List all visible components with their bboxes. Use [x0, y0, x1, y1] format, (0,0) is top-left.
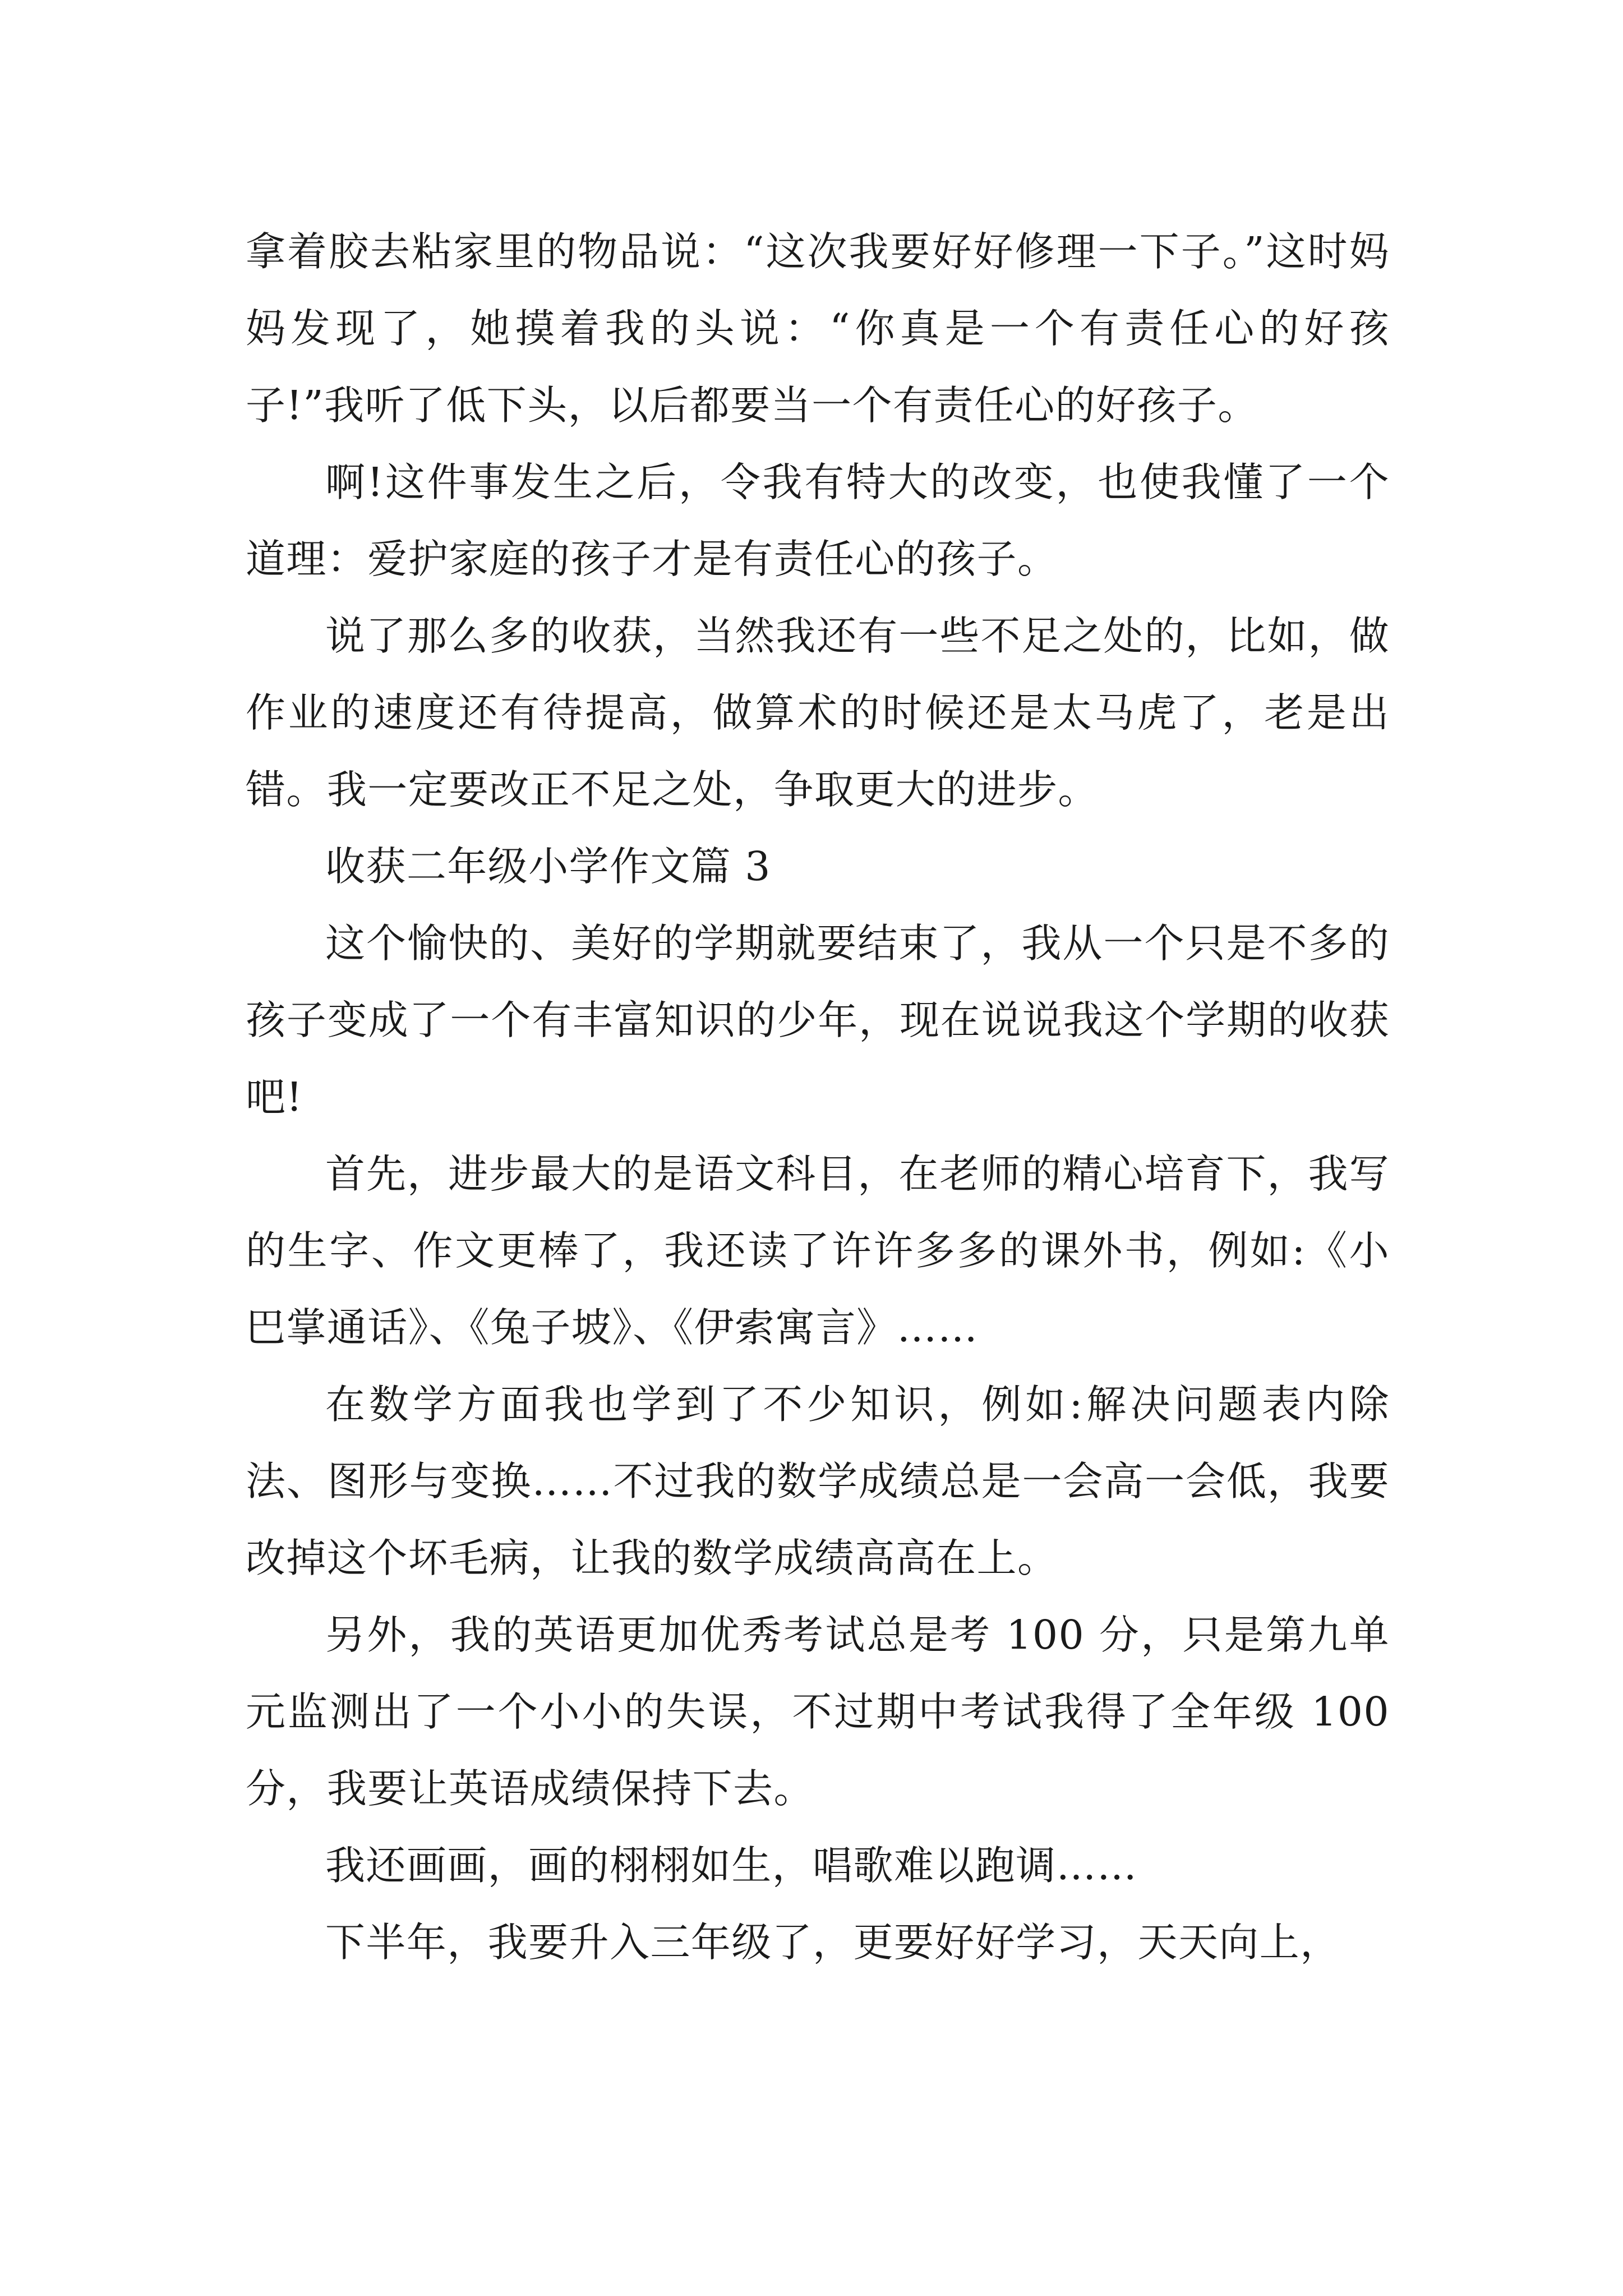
paragraph-art: 我还画画，画的栩栩如生，唱歌难以跑调…… — [325, 1842, 1138, 1889]
paragraph-intro: 这个愉快的、美好的学期就要结束了，我从一个只是不多的孩子变成了一个有丰富知识的少年，现在说说我这个学期的收获吧! — [246, 920, 1390, 1120]
paragraph-realization: 啊!这件事发生之后，令我有特大的改变，也使我懂了一个道理：爱护家庭的孩子才是有责任心的孩子。 — [246, 459, 1390, 582]
paragraph-english: 另外，我的英语更加优秀考试总是考 100 分，只是第九单元监测出了一个小小的失误，不过期中考试我得了全年级 100 分，我要让英语成绩保持下去。 — [246, 1612, 1390, 1812]
paragraph-math: 在数学方面我也学到了不少知识，例如:解决问题表内除法、图形与变换……不过我的数学成绩总是一会高一会低，我要改掉这个坏毛病，让我的数学成绩高高在上。 — [246, 1381, 1390, 1581]
document-body — [246, 213, 1390, 1981]
paragraph-continuation: 拿着胶去粘家里的物品说：“这次我要好好修理一下子。”这时妈妈发现了，她摸着我的头说：“你真是一个有责任心的好孩子!”我听了低下头，以后都要当一个有责任心的好孩子。 — [246, 228, 1390, 429]
paragraph-future: 下半年，我要升入三年级了，更要好好学习，天天向上， — [325, 1919, 1341, 1966]
paragraph-chinese: 首先，进步最大的是语文科目，在老师的精心培育下，我写的生字、作文更棒了，我还读了许许多多的课外书，例如:《小巴掌通话》、《兔子坡》、《伊索寓言》…… — [246, 1151, 1390, 1351]
section-heading: 收获二年级小学作文篇 3 — [325, 843, 771, 890]
paragraph-shortcomings: 说了那么多的收获，当然我还有一些不足之处的，比如，做作业的速度还有待提高，做算术的时候还是太马虎了，老是出错。我一定要改正不足之处，争取更大的进步。 — [246, 613, 1390, 813]
